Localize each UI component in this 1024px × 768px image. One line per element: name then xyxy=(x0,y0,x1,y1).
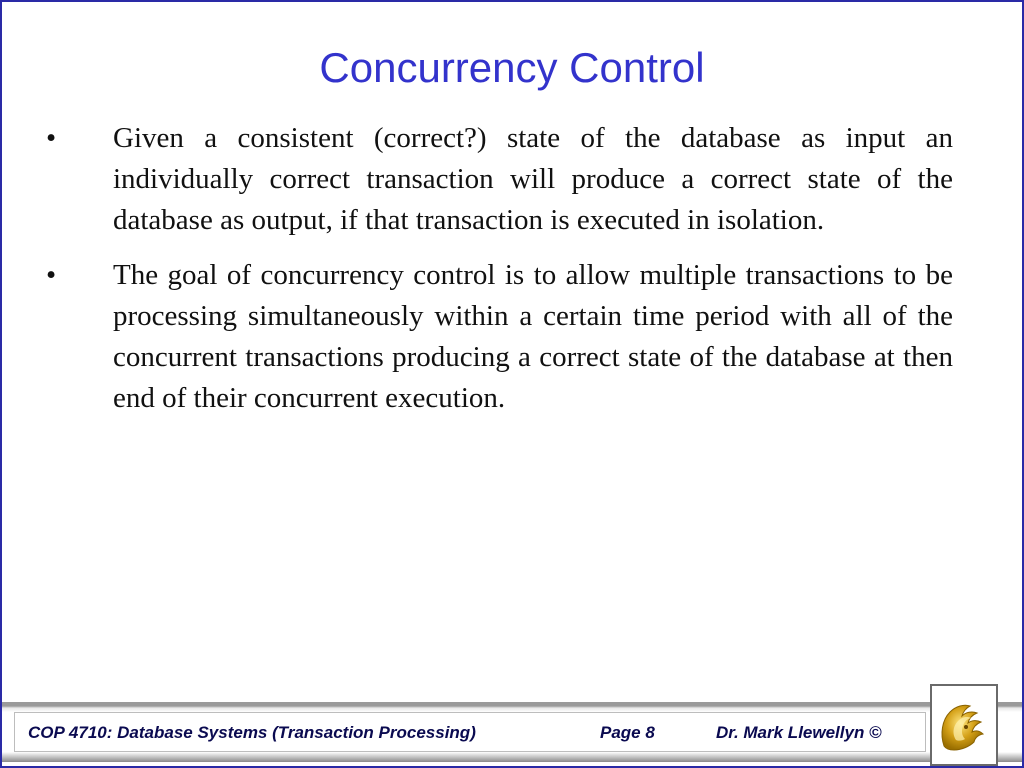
bullet-item xyxy=(0,255,953,419)
bullet-list xyxy=(0,118,1024,433)
bullet-marker: • xyxy=(46,122,57,154)
bullet-item xyxy=(0,118,953,241)
pegasus-logo-icon xyxy=(936,694,992,756)
footer-page-number: Page 8 xyxy=(600,723,655,742)
bullet-text: Given a consistent (correct?) state of the database as input an individually correct transaction will produce a correct state of the database as output, if that transaction is executed in isolation. xyxy=(113,122,953,236)
footer-author: Dr. Mark Llewellyn © xyxy=(716,723,882,742)
bullet-text: The goal of concurrency control is to allow multiple transactions to be processing simultaneously within a certain time period with all of the concurrent transactions producing a correct state of the database at then end of their concurrent execution. xyxy=(113,259,953,414)
slide-title: Concurrency Control xyxy=(319,44,705,91)
logo-box xyxy=(930,684,998,766)
footer-course: COP 4710: Database Systems (Transaction Processing) xyxy=(28,723,476,742)
bullet-marker: • xyxy=(46,259,57,291)
